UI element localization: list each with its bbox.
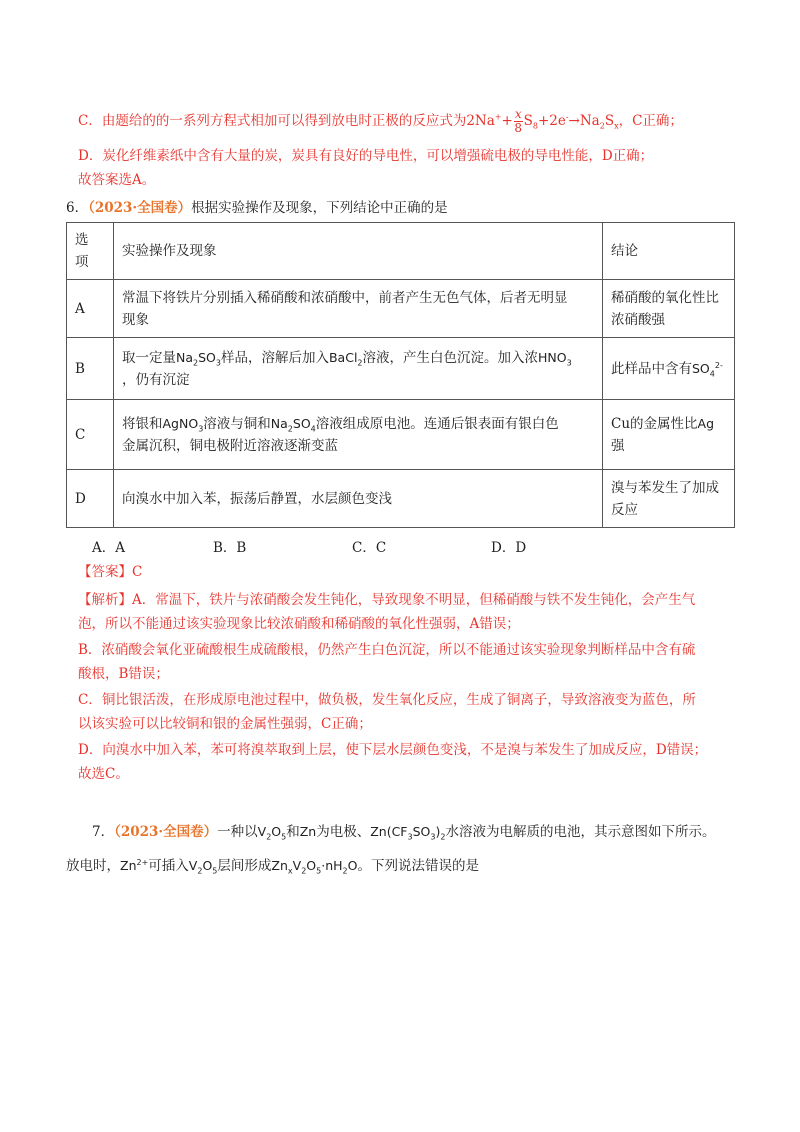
q6-analysis-a-line1: 【解析】A．常温下，铁片与浓硝酸会发生钝化，导致现象不明显，但稀硝酸与铁不发生钝化，会产生气 bbox=[78, 592, 696, 608]
option-d[interactable]: D．D bbox=[491, 540, 527, 556]
q6-source-tag: （2023·全国卷） bbox=[88, 200, 192, 216]
q6-analysis-c-line1: C．铜比银活泼，在形成原电池过程中，做负极，发生氧化反应，生成了铜离子，导致溶液变为蓝色，所 bbox=[78, 692, 696, 708]
fraction-x-over-8: $\frac{x}{8}$ bbox=[514, 107, 523, 135]
row-label: D bbox=[67, 470, 114, 528]
q6-answer: 【答案】C bbox=[78, 564, 143, 580]
row-operation: 常温下将铁片分别插入稀硝酸和浓硝酸中，前者产生无色气体，后者无明显 现象 bbox=[114, 280, 603, 338]
header-conclusion: 结论 bbox=[603, 223, 735, 280]
q6-stem: 6．（2023·全国卷）根据实验操作及现象，下列结论中正确的是 bbox=[66, 200, 448, 216]
row-label: C bbox=[67, 400, 114, 470]
option-a[interactable]: A．A bbox=[92, 540, 125, 556]
q6-analysis-b-line1: B．浓硝酸会氧化亚硫酸根生成硫酸根，仍然产生白色沉淀，所以不能通过该实验现象判断样品中含有硫 bbox=[78, 642, 696, 658]
option-b[interactable]: B．B bbox=[213, 540, 247, 556]
row-operation: 取一定量$Na_2SO_3$样品，溶解后加入BaCl$_2$溶液，产生白色沉淀。加入浓$HNO_3$ ，仍有沉淀 bbox=[114, 338, 603, 400]
header-option: 选 项 bbox=[67, 223, 114, 280]
row-conclusion: 稀硝酸的氧化性比 浓硝酸强 bbox=[603, 280, 735, 338]
table-row bbox=[67, 400, 735, 470]
q6-analysis-end: 故选C。 bbox=[78, 766, 129, 782]
q7-source-tag: （2023·全国卷） bbox=[114, 824, 218, 840]
table-row bbox=[67, 470, 735, 528]
c-equation: 2Na++ $\frac{x}{8}$ $S_8+2e^-\to Na_2S_x$ bbox=[466, 107, 619, 135]
row-label: A bbox=[67, 280, 114, 338]
table-row bbox=[67, 280, 735, 338]
q6-analysis-a-line2: 泡，所以不能通过该实验现象比较浓硝酸和稀硝酸的氧化性强弱，A错误； bbox=[78, 616, 520, 632]
table-header-row bbox=[67, 223, 735, 280]
row-operation: 将银和AgNO$_3$溶液与铜和$Na_2SO_4$溶液组成原电池。连通后银表面有银白色 金属沉积，铜电极附近溶液逐渐变蓝 bbox=[114, 400, 603, 470]
row-label: B bbox=[67, 338, 114, 400]
table-row bbox=[67, 338, 735, 400]
option-c[interactable]: C．C bbox=[352, 540, 387, 556]
row-operation: 向溴水中加入苯，振荡后静置，水层颜色变浅 bbox=[114, 470, 603, 528]
q7-stem-line1: 7．（2023·全国卷）一种以$V_2O_5$和Zn为电极、$Zn(CF_3SO_3)_2$水溶液为电解质的电池，其示意图如下所示。 bbox=[92, 824, 716, 842]
row-conclusion: Cu的金属性比Ag 强 bbox=[603, 400, 735, 470]
row-conclusion: 此样品中含有$SO_4^{2-}$ bbox=[603, 338, 735, 400]
q5-option-d: D．炭化纤维素纸中含有大量的炭，炭具有良好的导电性，可以增强硫电极的导电性能，D正确； bbox=[78, 148, 654, 164]
q6-analysis-c-line2: 以该实验可以比较铜和银的金属性强弱，C正确； bbox=[78, 716, 372, 732]
q6-analysis-b-line2: 酸根，B错误； bbox=[78, 666, 169, 682]
q6-experiment-table bbox=[66, 222, 735, 528]
q7-stem-line2: 放电时，$Zn^{2+}$可插入$V_2O_5$层间形成$Zn_xV_2O_5\cdot nH_2O$。下列说法错误的是 bbox=[66, 857, 479, 876]
q6-analysis-d: D．向溴水中加入苯，苯可将溴萃取到上层，使下层水层颜色变浅，不是溴与苯发生了加成反应，D错误； bbox=[78, 742, 708, 758]
q5-answer-line: 故答案选A。 bbox=[78, 172, 156, 188]
q5-option-c: C．由题给的的一系列方程式相加可以得到放电时正极的反应式为2Na++ $\frac{x}{8}$ $S_8+2e^-\to Na_2S_x$，C正确； bbox=[78, 107, 683, 135]
header-operation: 实验操作及现象 bbox=[114, 223, 603, 280]
row-conclusion: 溴与苯发生了加成 反应 bbox=[603, 470, 735, 528]
